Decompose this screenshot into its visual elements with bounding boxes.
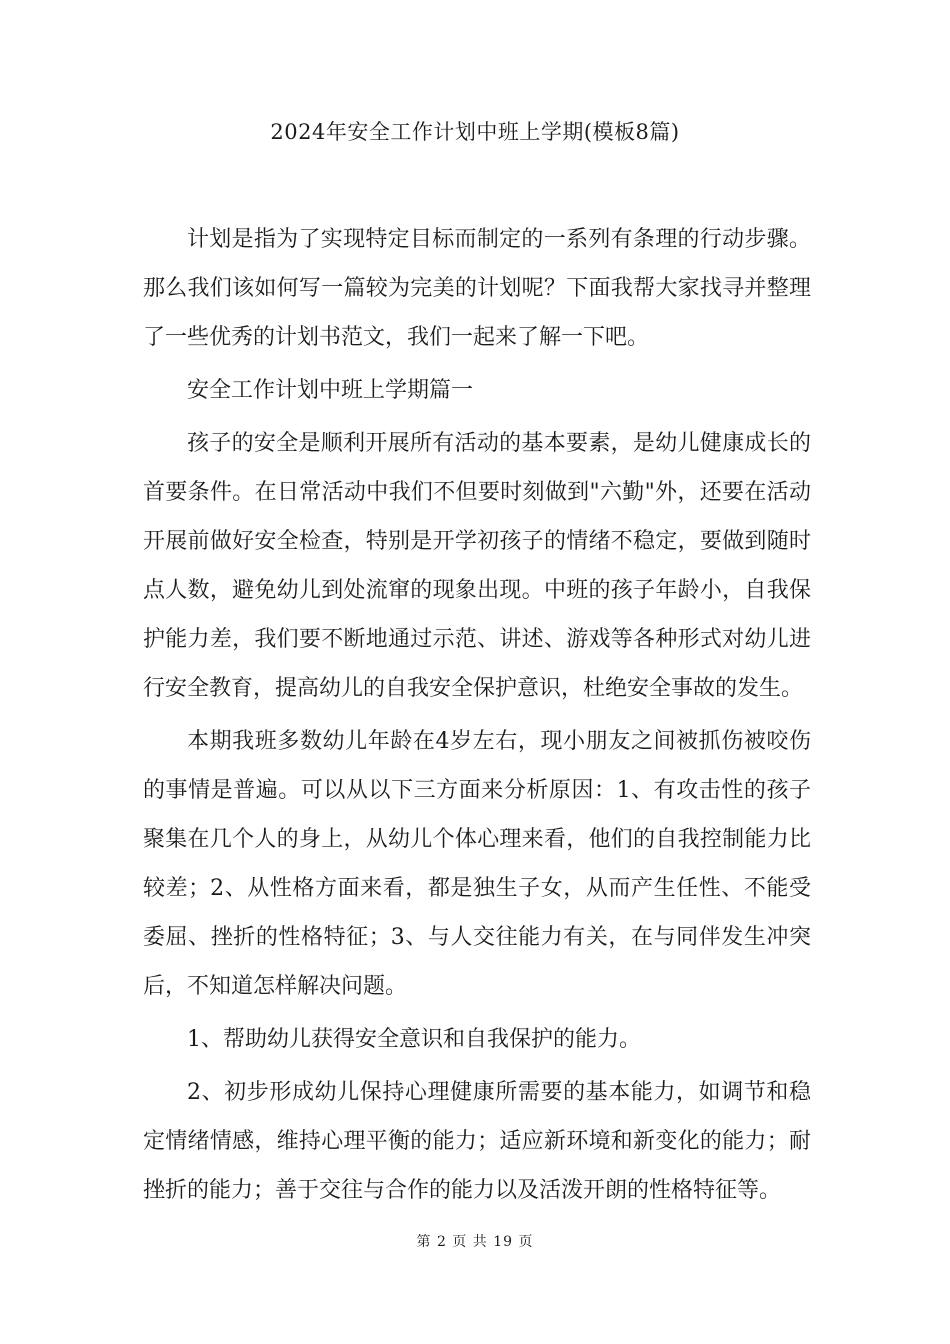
goal-item: 2、初步形成幼儿保持心理健康所需要的基本能力，如调节和稳定情绪情感，维持心理平衡的能力；适应新环境和新变化的能力；耐挫折的能力；善于交往与合作的能力以及活泼开朗的性格特征等。 xyxy=(143,1080,811,1203)
section-heading: 安全工作计划中班上学期篇一 xyxy=(187,378,474,403)
goal-item: 1、帮助幼儿获得安全意识和自我保护的能力。 xyxy=(187,1027,641,1052)
page-number-footer: 第 2 页 共 19 页 xyxy=(416,1234,534,1250)
intro-paragraph: 计划是指为了实现特定目标而制定的一系列有条理的行动步骤。那么我们该如何写一篇较为完美的计划呢？下面我帮大家找寻并整理了一些优秀的计划书范文，我们一起来了解一下吧。 xyxy=(143,227,811,350)
body-paragraph: 孩子的安全是顺利开展所有活动的基本要素，是幼儿健康成长的首要条件。在日常活动中我们不但要时刻做到"六勤"外，还要在活动开展前做好安全检查，特别是开学初孩子的情绪不稳定，要做到随时点人数，避免幼儿到处流窜的现象出现。中班的孩子年龄小，自我保护能力差，我们要不断地通过示范、讲述、游戏等各种形式对幼儿进行安全教育，提高幼儿的自我安全保护意识，杜绝安全事故的发生。 xyxy=(143,431,811,701)
document-body xyxy=(143,215,811,1219)
body-paragraph: 本期我班多数幼儿年龄在4岁左右，现小朋友之间被抓伤被咬伤的事情是普遍。可以从以下三方面来分析原因：1、有攻击性的孩子聚集在几个人的身上，从幼儿个体心理来看，他们的自我控制能力比较差；2、从性格方面来看，都是独生子女，从而产生任性、不能受委屈、挫折的性格特征；3、与人交往能力有关，在与同伴发生冲突后，不知道怎样解决问题。 xyxy=(143,729,811,999)
document-title: 2024年安全工作计划中班上学期(模板8篇) xyxy=(270,120,680,144)
